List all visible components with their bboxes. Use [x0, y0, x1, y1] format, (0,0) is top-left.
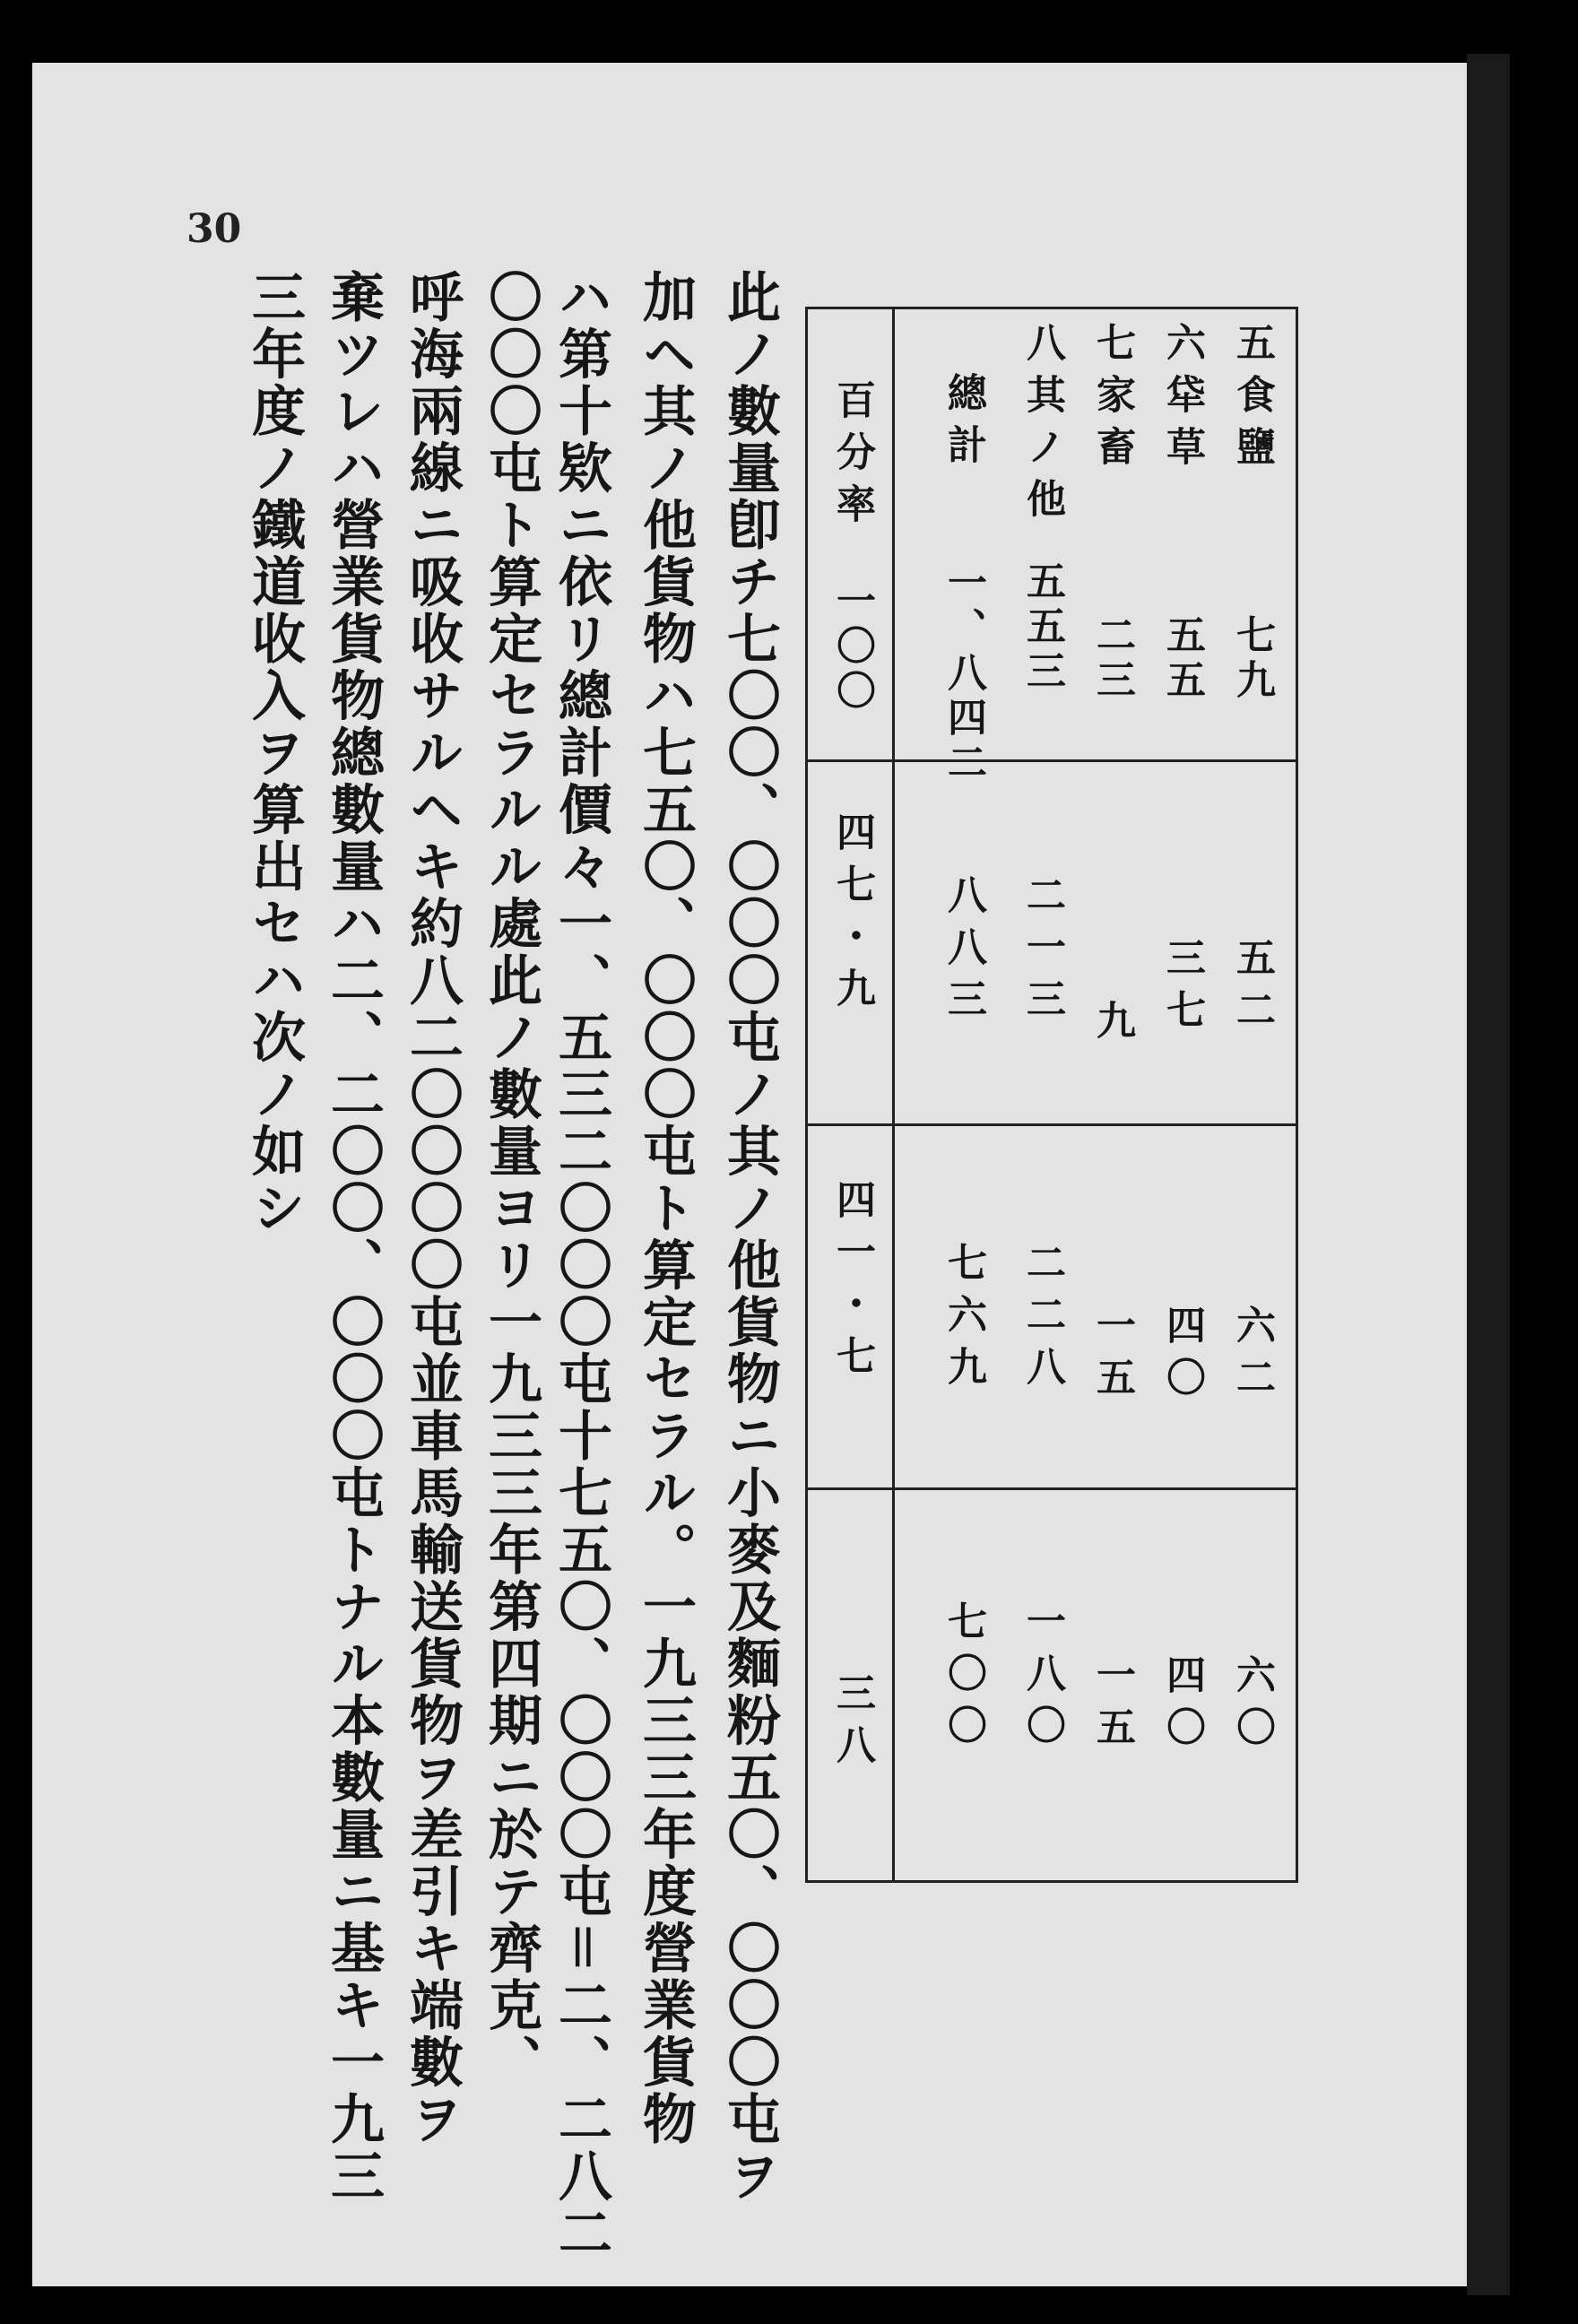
table-cell: 四〇 — [1159, 1305, 1205, 1409]
table-cell: 三七 — [1159, 937, 1205, 1041]
page-number: 30 — [186, 206, 242, 252]
table-cell: 六二 — [1229, 1305, 1275, 1409]
table-cell: 七〇〇 — [941, 1600, 986, 1756]
table-cell: 八八三 — [941, 874, 986, 1030]
table-cell: 四〇 — [1159, 1654, 1205, 1758]
table-divider-horizontal — [808, 1487, 1296, 1490]
table-divider-vertical — [892, 309, 895, 1880]
table-cell: 七九 — [1229, 614, 1275, 704]
body-text-column-5: 呼海兩線ニ吸收サルヘキ約八二〇〇〇〇屯並車馬輸送貨物ヲ差引キ端數ヲ — [401, 269, 464, 2148]
table-cell: 一八〇 — [1019, 1600, 1065, 1756]
body-text-column-7: 三年度ノ鐵道收入ヲ算出セハ次ノ如シ — [243, 269, 306, 1237]
table-divider-horizontal — [808, 1123, 1296, 1126]
table-cell: 二二八 — [1019, 1242, 1065, 1398]
table-cell: 七六九 — [941, 1242, 986, 1398]
freight-table — [805, 307, 1298, 1883]
body-text-column-1: 此ノ數量卽チ七〇〇、〇〇〇屯ノ其ノ他貨物ニ小麥及麵粉五〇、〇〇〇屯ヲ — [718, 269, 781, 2205]
table-cell: 四一・七 — [829, 1179, 875, 1387]
table-cell: 六〇 — [1229, 1654, 1275, 1758]
table-cell: 三八 — [829, 1672, 875, 1776]
table-cell: 一、八四二 — [941, 562, 986, 786]
table-header-item-5: 五食鹽 — [1229, 322, 1275, 478]
table-header-item-6: 六牮草 — [1159, 322, 1205, 478]
table-header-item-7: 七家畜 — [1089, 322, 1135, 478]
table-header-total: 總計 — [941, 372, 986, 476]
table-header-percentage: 百分率 — [829, 379, 875, 535]
table-cell: 四七・九 — [829, 811, 875, 1019]
table-cell: 一五 — [1089, 1654, 1135, 1758]
table-divider-horizontal — [808, 759, 1296, 762]
table-cell: 二三 — [1089, 614, 1135, 704]
table-cell: 五五 — [1159, 614, 1205, 704]
table-header-item-8: 八其ノ他 — [1019, 322, 1065, 530]
body-text-column-2: 加ヘ其ノ他貨物ハ七五〇、〇〇〇屯ト算定セラル。一九三三年度營業貨物 — [634, 269, 697, 2148]
page-edge-binding — [1467, 54, 1510, 2295]
body-text-column-6: 棄ツレハ營業貨物總數量ハ二、二〇〇、〇〇〇屯トナル本數量ニ基キ一九三 — [322, 269, 385, 2205]
table-cell: 五二 — [1229, 937, 1275, 1041]
table-cell: 五五三 — [1019, 560, 1065, 695]
body-text-column-4: 〇〇〇屯ト算定セラルル處此ノ數量ヨリ一九三三年第四期ニ於テ齊克、 — [480, 269, 542, 2091]
body-text-column-3: ハ第十欵ニ依リ總計價々一、五三二〇〇〇屯十七五〇、〇〇〇屯＝二、二八二 — [550, 269, 612, 2262]
table-cell: 一〇〇 — [829, 580, 875, 715]
table-cell: 二一三 — [1019, 874, 1065, 1030]
table-cell: 九 — [1089, 1000, 1135, 1052]
table-cell: 一五 — [1089, 1305, 1135, 1409]
